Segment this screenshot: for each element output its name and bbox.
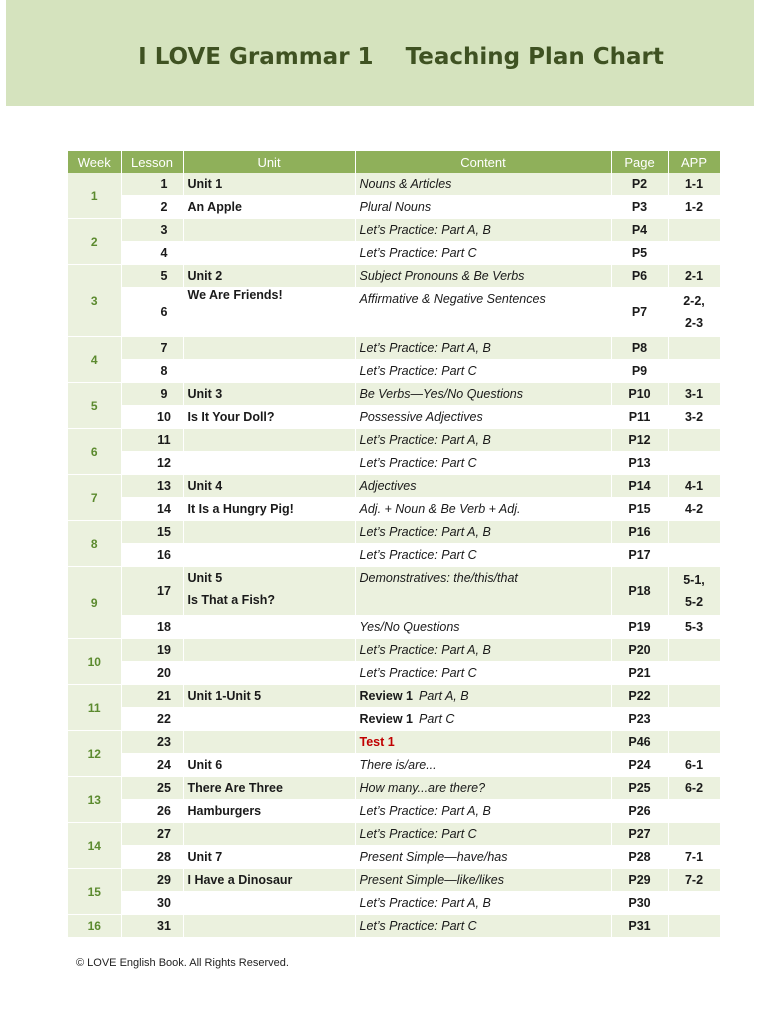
lesson-cell: 18 [121, 616, 183, 639]
lesson-cell: 25 [121, 777, 183, 800]
page-cell: P23 [611, 708, 668, 731]
app-cell [668, 521, 720, 544]
week-cell: 16 [68, 915, 121, 938]
unit-cell: An Apple [183, 196, 355, 219]
app-line-2: 2-3 [684, 316, 704, 330]
table-row [68, 521, 720, 544]
app-cell [668, 823, 720, 846]
lesson-cell: 14 [121, 498, 183, 521]
week-cell: 13 [68, 777, 121, 823]
week-cell: 5 [68, 383, 121, 429]
week-cell: 12 [68, 731, 121, 777]
unit-cell: I Have a Dinosaur [183, 869, 355, 892]
page-cell: P22 [611, 685, 668, 708]
app-cell [668, 639, 720, 662]
page-cell: P46 [611, 731, 668, 754]
page-cell: P12 [611, 429, 668, 452]
table-row [68, 639, 720, 662]
unit-cell: Unit 6 [183, 754, 355, 777]
unit-cell [183, 452, 355, 475]
table-row [68, 754, 720, 777]
app-cell [668, 567, 720, 616]
unit-cell [183, 242, 355, 265]
lesson-cell: 6 [121, 288, 183, 337]
lesson-cell: 3 [121, 219, 183, 242]
col-app: APP [668, 151, 720, 173]
unit-cell [183, 616, 355, 639]
content-cell: Demonstratives: the/this/that [355, 567, 611, 616]
unit-cell: Unit 2 [183, 265, 355, 288]
unit-cell [183, 915, 355, 938]
app-cell [668, 800, 720, 823]
unit-cell [183, 544, 355, 567]
week-cell: 3 [68, 265, 121, 337]
app-cell [668, 452, 720, 475]
unit-cell: Unit 3 [183, 383, 355, 406]
unit-cell [183, 521, 355, 544]
table-row [68, 544, 720, 567]
unit-cell: Unit 4 [183, 475, 355, 498]
app-cell [668, 360, 720, 383]
content-cell: Let’s Practice: Part A, B [355, 639, 611, 662]
content-cell [355, 685, 611, 708]
unit-cell: We Are Friends! [183, 288, 355, 337]
content-cell: Let’s Practice: Part C [355, 360, 611, 383]
content-cell: Let’s Practice: Part C [355, 915, 611, 938]
table-row [68, 452, 720, 475]
unit-cell: Unit 1-Unit 5 [183, 685, 355, 708]
review-label: Review 1 [359, 689, 414, 703]
content-cell: Adj. + Noun & Be Verb + Adj. [355, 498, 611, 521]
page-cell: P7 [611, 288, 668, 337]
unit-cell: It Is a Hungry Pig! [183, 498, 355, 521]
table-row [68, 219, 720, 242]
col-week: Week [68, 151, 121, 173]
unit-cell: There Are Three [183, 777, 355, 800]
app-cell: 3-2 [668, 406, 720, 429]
page-cell: P28 [611, 846, 668, 869]
app-cell [668, 685, 720, 708]
lesson-cell: 15 [121, 521, 183, 544]
table-row [68, 800, 720, 823]
table-row [68, 196, 720, 219]
app-cell [668, 708, 720, 731]
content-cell: Let’s Practice: Part C [355, 544, 611, 567]
content-cell: Be Verbs—Yes/No Questions [355, 383, 611, 406]
page-cell: P19 [611, 616, 668, 639]
table-row [68, 915, 720, 938]
app-cell: 7-1 [668, 846, 720, 869]
app-line-2: 5-2 [684, 595, 704, 609]
table-row [68, 406, 720, 429]
app-line-1: 2-2, [683, 294, 705, 308]
table-row [68, 662, 720, 685]
page-cell: P13 [611, 452, 668, 475]
page-cell: P29 [611, 869, 668, 892]
unit-cell: Unit 7 [183, 846, 355, 869]
lesson-cell: 21 [121, 685, 183, 708]
app-cell [668, 892, 720, 915]
app-cell: 1-2 [668, 196, 720, 219]
app-cell [668, 915, 720, 938]
table-row [68, 892, 720, 915]
content-cell: Adjectives [355, 475, 611, 498]
col-unit: Unit [183, 151, 355, 173]
copyright-footer: © LOVE English Book. All Rights Reserved. [76, 957, 289, 969]
content-cell: Let’s Practice: Part C [355, 662, 611, 685]
app-cell: 2-1 [668, 265, 720, 288]
table-row [68, 288, 720, 337]
unit-cell [183, 567, 355, 616]
table-row [68, 823, 720, 846]
table-row [68, 498, 720, 521]
content-cell: Affirmative & Negative Sentences [355, 288, 611, 337]
table-row [68, 777, 720, 800]
week-cell: 11 [68, 685, 121, 731]
app-cell [668, 429, 720, 452]
app-cell [668, 731, 720, 754]
lesson-cell: 30 [121, 892, 183, 915]
lesson-cell: 8 [121, 360, 183, 383]
table-row [68, 360, 720, 383]
page-cell: P8 [611, 337, 668, 360]
content-cell: Let’s Practice: Part C [355, 823, 611, 846]
app-line-1: 5-1, [683, 573, 705, 587]
content-cell: How many...are there? [355, 777, 611, 800]
unit-cell [183, 337, 355, 360]
content-cell: Subject Pronouns & Be Verbs [355, 265, 611, 288]
page-cell: P25 [611, 777, 668, 800]
page-cell: P24 [611, 754, 668, 777]
content-cell: Let’s Practice: Part A, B [355, 429, 611, 452]
app-cell [668, 288, 720, 337]
unit-cell [183, 429, 355, 452]
table-row [68, 567, 720, 616]
lesson-cell: 4 [121, 242, 183, 265]
unit-cell: Hamburgers [183, 800, 355, 823]
page-cell: P27 [611, 823, 668, 846]
review-part: Part A, B [419, 689, 469, 703]
lesson-cell: 19 [121, 639, 183, 662]
content-cell: Plural Nouns [355, 196, 611, 219]
unit-cell [183, 708, 355, 731]
lesson-cell: 9 [121, 383, 183, 406]
unit-cell [183, 219, 355, 242]
table-row [68, 265, 720, 288]
content-cell: Let’s Practice: Part A, B [355, 521, 611, 544]
week-cell: 7 [68, 475, 121, 521]
page-cell: P21 [611, 662, 668, 685]
table-row [68, 242, 720, 265]
unit-subtitle: Is That a Fish? [187, 593, 276, 607]
app-cell: 4-2 [668, 498, 720, 521]
app-cell [668, 662, 720, 685]
lesson-cell: 2 [121, 196, 183, 219]
col-lesson: Lesson [121, 151, 183, 173]
lesson-cell: 11 [121, 429, 183, 452]
table-row [68, 475, 720, 498]
lesson-cell: 29 [121, 869, 183, 892]
lesson-cell: 17 [121, 567, 183, 616]
content-cell: Let’s Practice: Part C [355, 452, 611, 475]
page-cell: P26 [611, 800, 668, 823]
page-cell: P20 [611, 639, 668, 662]
content-cell: Possessive Adjectives [355, 406, 611, 429]
page-title: I LOVE Grammar 1 Teaching Plan Chart [138, 44, 664, 70]
unit-cell: Is It Your Doll? [183, 406, 355, 429]
table-row [68, 173, 720, 196]
table-row [68, 869, 720, 892]
unit-cell [183, 823, 355, 846]
lesson-cell: 23 [121, 731, 183, 754]
content-cell: Let’s Practice: Part C [355, 242, 611, 265]
page-cell: P18 [611, 567, 668, 616]
table-row [68, 685, 720, 708]
lesson-cell: 16 [121, 544, 183, 567]
week-cell: 9 [68, 567, 121, 639]
content-cell: There is/are... [355, 754, 611, 777]
page-cell: P5 [611, 242, 668, 265]
page-cell: P9 [611, 360, 668, 383]
app-cell [668, 337, 720, 360]
lesson-cell: 31 [121, 915, 183, 938]
page-cell: P30 [611, 892, 668, 915]
page-cell: P2 [611, 173, 668, 196]
content-cell: Let’s Practice: Part A, B [355, 892, 611, 915]
app-cell: 3-1 [668, 383, 720, 406]
table-row [68, 337, 720, 360]
review-label: Review 1 [359, 712, 414, 726]
lesson-cell: 22 [121, 708, 183, 731]
week-cell: 8 [68, 521, 121, 567]
content-cell: Test 1 [355, 731, 611, 754]
lesson-cell: 7 [121, 337, 183, 360]
app-cell: 4-1 [668, 475, 720, 498]
table-row [68, 429, 720, 452]
lesson-cell: 5 [121, 265, 183, 288]
week-cell: 2 [68, 219, 121, 265]
lesson-cell: 13 [121, 475, 183, 498]
lesson-cell: 1 [121, 173, 183, 196]
table-row [68, 846, 720, 869]
header-band [6, 0, 754, 106]
page-cell: P4 [611, 219, 668, 242]
page-cell: P14 [611, 475, 668, 498]
app-cell [668, 544, 720, 567]
lesson-cell: 26 [121, 800, 183, 823]
week-cell: 4 [68, 337, 121, 383]
page-cell: P17 [611, 544, 668, 567]
table-header-row [68, 151, 720, 173]
app-cell [668, 242, 720, 265]
table-row [68, 616, 720, 639]
week-cell: 10 [68, 639, 121, 685]
app-cell: 7-2 [668, 869, 720, 892]
app-cell: 5-3 [668, 616, 720, 639]
content-cell: Let’s Practice: Part A, B [355, 219, 611, 242]
unit-cell [183, 639, 355, 662]
content-cell: Let’s Practice: Part A, B [355, 800, 611, 823]
page-cell: P31 [611, 915, 668, 938]
page-cell: P3 [611, 196, 668, 219]
app-cell: 1-1 [668, 173, 720, 196]
app-cell: 6-1 [668, 754, 720, 777]
page-cell: P6 [611, 265, 668, 288]
app-cell: 6-2 [668, 777, 720, 800]
page-cell: P11 [611, 406, 668, 429]
content-cell [355, 708, 611, 731]
unit-cell [183, 892, 355, 915]
week-cell: 6 [68, 429, 121, 475]
lesson-cell: 20 [121, 662, 183, 685]
content-cell: Present Simple—have/has [355, 846, 611, 869]
lesson-cell: 10 [121, 406, 183, 429]
unit-cell: Unit 1 [183, 173, 355, 196]
col-content: Content [355, 151, 611, 173]
content-cell: Present Simple—like/likes [355, 869, 611, 892]
lesson-cell: 28 [121, 846, 183, 869]
teaching-plan-table [68, 151, 721, 938]
week-cell: 15 [68, 869, 121, 915]
content-cell: Let’s Practice: Part A, B [355, 337, 611, 360]
col-page: Page [611, 151, 668, 173]
week-cell: 14 [68, 823, 121, 869]
lesson-cell: 27 [121, 823, 183, 846]
table-row [68, 383, 720, 406]
page-cell: P15 [611, 498, 668, 521]
table-row [68, 708, 720, 731]
page-cell: P10 [611, 383, 668, 406]
content-cell: Nouns & Articles [355, 173, 611, 196]
content-cell: Yes/No Questions [355, 616, 611, 639]
lesson-cell: 24 [121, 754, 183, 777]
review-part: Part C [419, 712, 455, 726]
unit-cell [183, 662, 355, 685]
lesson-cell: 12 [121, 452, 183, 475]
unit-cell [183, 731, 355, 754]
page-cell: P16 [611, 521, 668, 544]
unit-title: Unit 5 [187, 571, 223, 585]
unit-cell [183, 360, 355, 383]
week-cell: 1 [68, 173, 121, 219]
table-row [68, 731, 720, 754]
app-cell [668, 219, 720, 242]
